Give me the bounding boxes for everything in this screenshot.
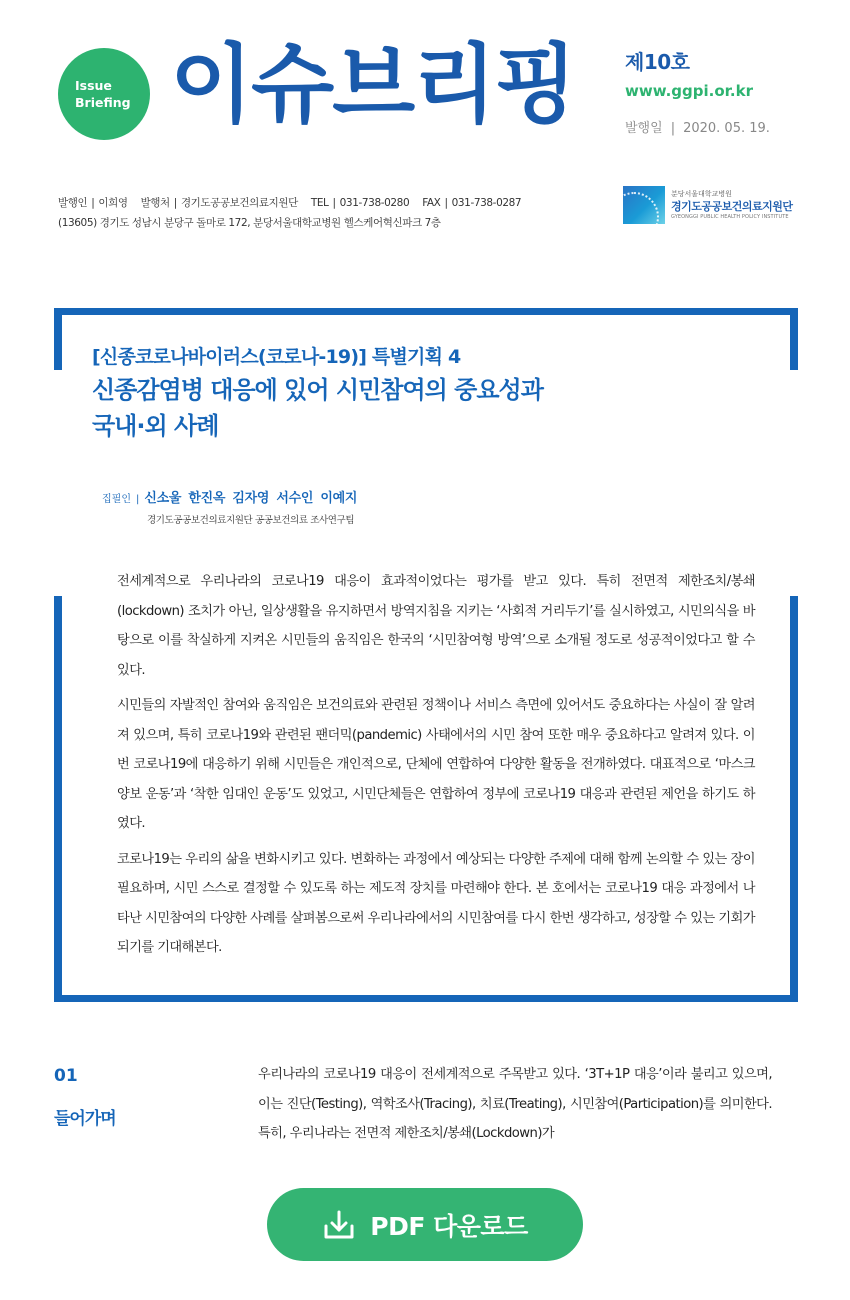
frame-border-right-top bbox=[790, 308, 798, 370]
issue-briefing-badge bbox=[58, 48, 150, 140]
authors-separator: | bbox=[135, 494, 140, 505]
author-names: 신소울 한진옥 김자영 서수인 이예지 bbox=[144, 491, 358, 506]
publisher-name: 이희영 bbox=[98, 197, 128, 209]
organization-logo bbox=[623, 186, 793, 224]
tel-number: 031-738-0280 bbox=[339, 197, 410, 209]
summary-paragraph-1: 전세계적으로 우리나라의 코로나19 대응이 효과적이었다는 평가를 받고 있다. 특히 전면적 제한조치/봉쇄(lockdown) 조치가 아닌, 일상생활을 유지하면서 방역지침을 지키는 ‘사회적 거리두기’를 실시하였고, 시민의식을 바탕으로 이를 착실하게 지켜온 시민들의 움직임은 한국의 ‘시민참여형 방역’으로 소개될 정도로 성공적이었다고 할 수 있다. bbox=[117, 574, 755, 678]
tel-label: TEL bbox=[310, 197, 329, 209]
address: (13605) 경기도 성남시 분당구 돌마로 172, 분당서울대학교병원 헬스케어혁신파크 7층 bbox=[58, 217, 441, 229]
summary-paragraph-3: 코로나19는 우리의 삶을 변화시키고 있다. 변화하는 과정에서 예상되는 다양한 주제에 대해 함께 논의할 수 있는 장이 필요하며, 시민 스스로 결정할 수 있도록 하는 제도적 장치를 마련해야 한다. 본 호에서는 코로나19 대응 과정에서 나타난 시민참여의 다양한 사례를 살펴봄으로써 우리나라에서의 시민참여를 다시 한번 생각하고, 성장할 수 있는 기회가 되기를 기대해본다. bbox=[117, 851, 755, 955]
pdf-download-label: PDF 다운로드 bbox=[370, 1211, 528, 1241]
separator: | bbox=[332, 197, 336, 209]
date-label: 발행일 bbox=[625, 121, 663, 136]
fax-label: FAX bbox=[422, 197, 441, 209]
download-icon bbox=[322, 1208, 356, 1242]
publisher-line bbox=[58, 193, 521, 213]
author-affiliation: 경기도공공보건의료지원단 공공보건의료 조사연구팀 bbox=[147, 515, 355, 526]
separator: | bbox=[173, 197, 177, 209]
issuer-name: 경기도공공보건의료지원단 bbox=[180, 197, 298, 209]
issuer-label: 발행처 bbox=[140, 197, 170, 209]
date-separator: | bbox=[670, 121, 676, 136]
frame-border-left-bottom bbox=[54, 596, 62, 1002]
separator: | bbox=[91, 197, 95, 209]
org-english-name: GYEONGGI PUBLIC HEALTH POLICY INSTITUTE bbox=[671, 213, 789, 220]
headline-line1: 신종감염병 대응에 있어 시민참여의 중요성과 bbox=[92, 376, 543, 404]
fax-number: 031-738-0287 bbox=[451, 197, 522, 209]
section-body bbox=[258, 1060, 772, 1149]
authors bbox=[102, 487, 357, 506]
article-summary bbox=[117, 567, 755, 969]
org-parent: 분당서울대학교병원 bbox=[671, 189, 732, 198]
publication-title: 이슈브리핑 bbox=[170, 35, 576, 135]
publish-date bbox=[625, 117, 770, 136]
summary-paragraph-2: 시민들의 자발적인 참여와 움직임은 보건의료와 관련된 정책이나 서비스 측면에 있어서도 중요하다는 사실이 잘 알려져 있으며, 특히 코로나19와 관련된 팬더믹(pandemic) 사태에서의 시민 참여 또한 매우 중요하다고 알려져 있다. 이번 코로나19에 대응하기 위해 시민들은 개인적으로, 단체에 연합하여 다양한 활동을 전개하였다. 대표적으로 ‘마스크 양보 운동’과 ‘착한 임대인 운동’도 있었고, 시민단체들은 연합하여 정부에 코로나19 대응과 관련된 제언을 하기도 하였다. bbox=[117, 698, 755, 831]
frame-border-top bbox=[54, 308, 798, 315]
headline-line2: 국내·외 사례 bbox=[92, 412, 219, 440]
org-name: 경기도공공보건의료지원단 bbox=[671, 199, 793, 213]
separator: | bbox=[444, 197, 448, 209]
frame-border-left-top bbox=[54, 308, 62, 370]
publisher-label: 발행인 bbox=[58, 197, 88, 209]
series-label: [신종코로나바이러스(코로나-19)] 특별기획 4 bbox=[92, 346, 461, 368]
issue-number: 제10호 bbox=[625, 50, 690, 74]
frame-border-bottom bbox=[54, 995, 798, 1002]
website-link[interactable]: www.ggpi.or.kr bbox=[625, 82, 753, 100]
date-value: 2020. 05. 19. bbox=[683, 121, 770, 136]
publisher-info bbox=[58, 193, 521, 233]
badge-line2: Briefing bbox=[75, 95, 131, 110]
pdf-download-button[interactable] bbox=[267, 1188, 583, 1261]
badge-line1: Issue bbox=[75, 78, 112, 93]
authors-label: 집필인 bbox=[102, 494, 131, 505]
section-paragraph: 우리나라의 코로나19 대응이 전세계적으로 주목받고 있다. ‘3T+1P 대응’이라 불리고 있으며, 이는 진단(Testing), 역학조사(Tracing), 치료(Treating), 시민참여(Participation)를 의미한다. 특히, 우리나라는 전면적 제한조치/봉쇄(Lockdown)가 bbox=[258, 1067, 772, 1141]
section-title: 들어가며 bbox=[54, 1109, 116, 1129]
frame-border-right-bottom bbox=[790, 596, 798, 1002]
section-number: 01 bbox=[54, 1066, 78, 1086]
globe-dots-icon bbox=[623, 186, 665, 224]
article-headline bbox=[92, 372, 543, 444]
